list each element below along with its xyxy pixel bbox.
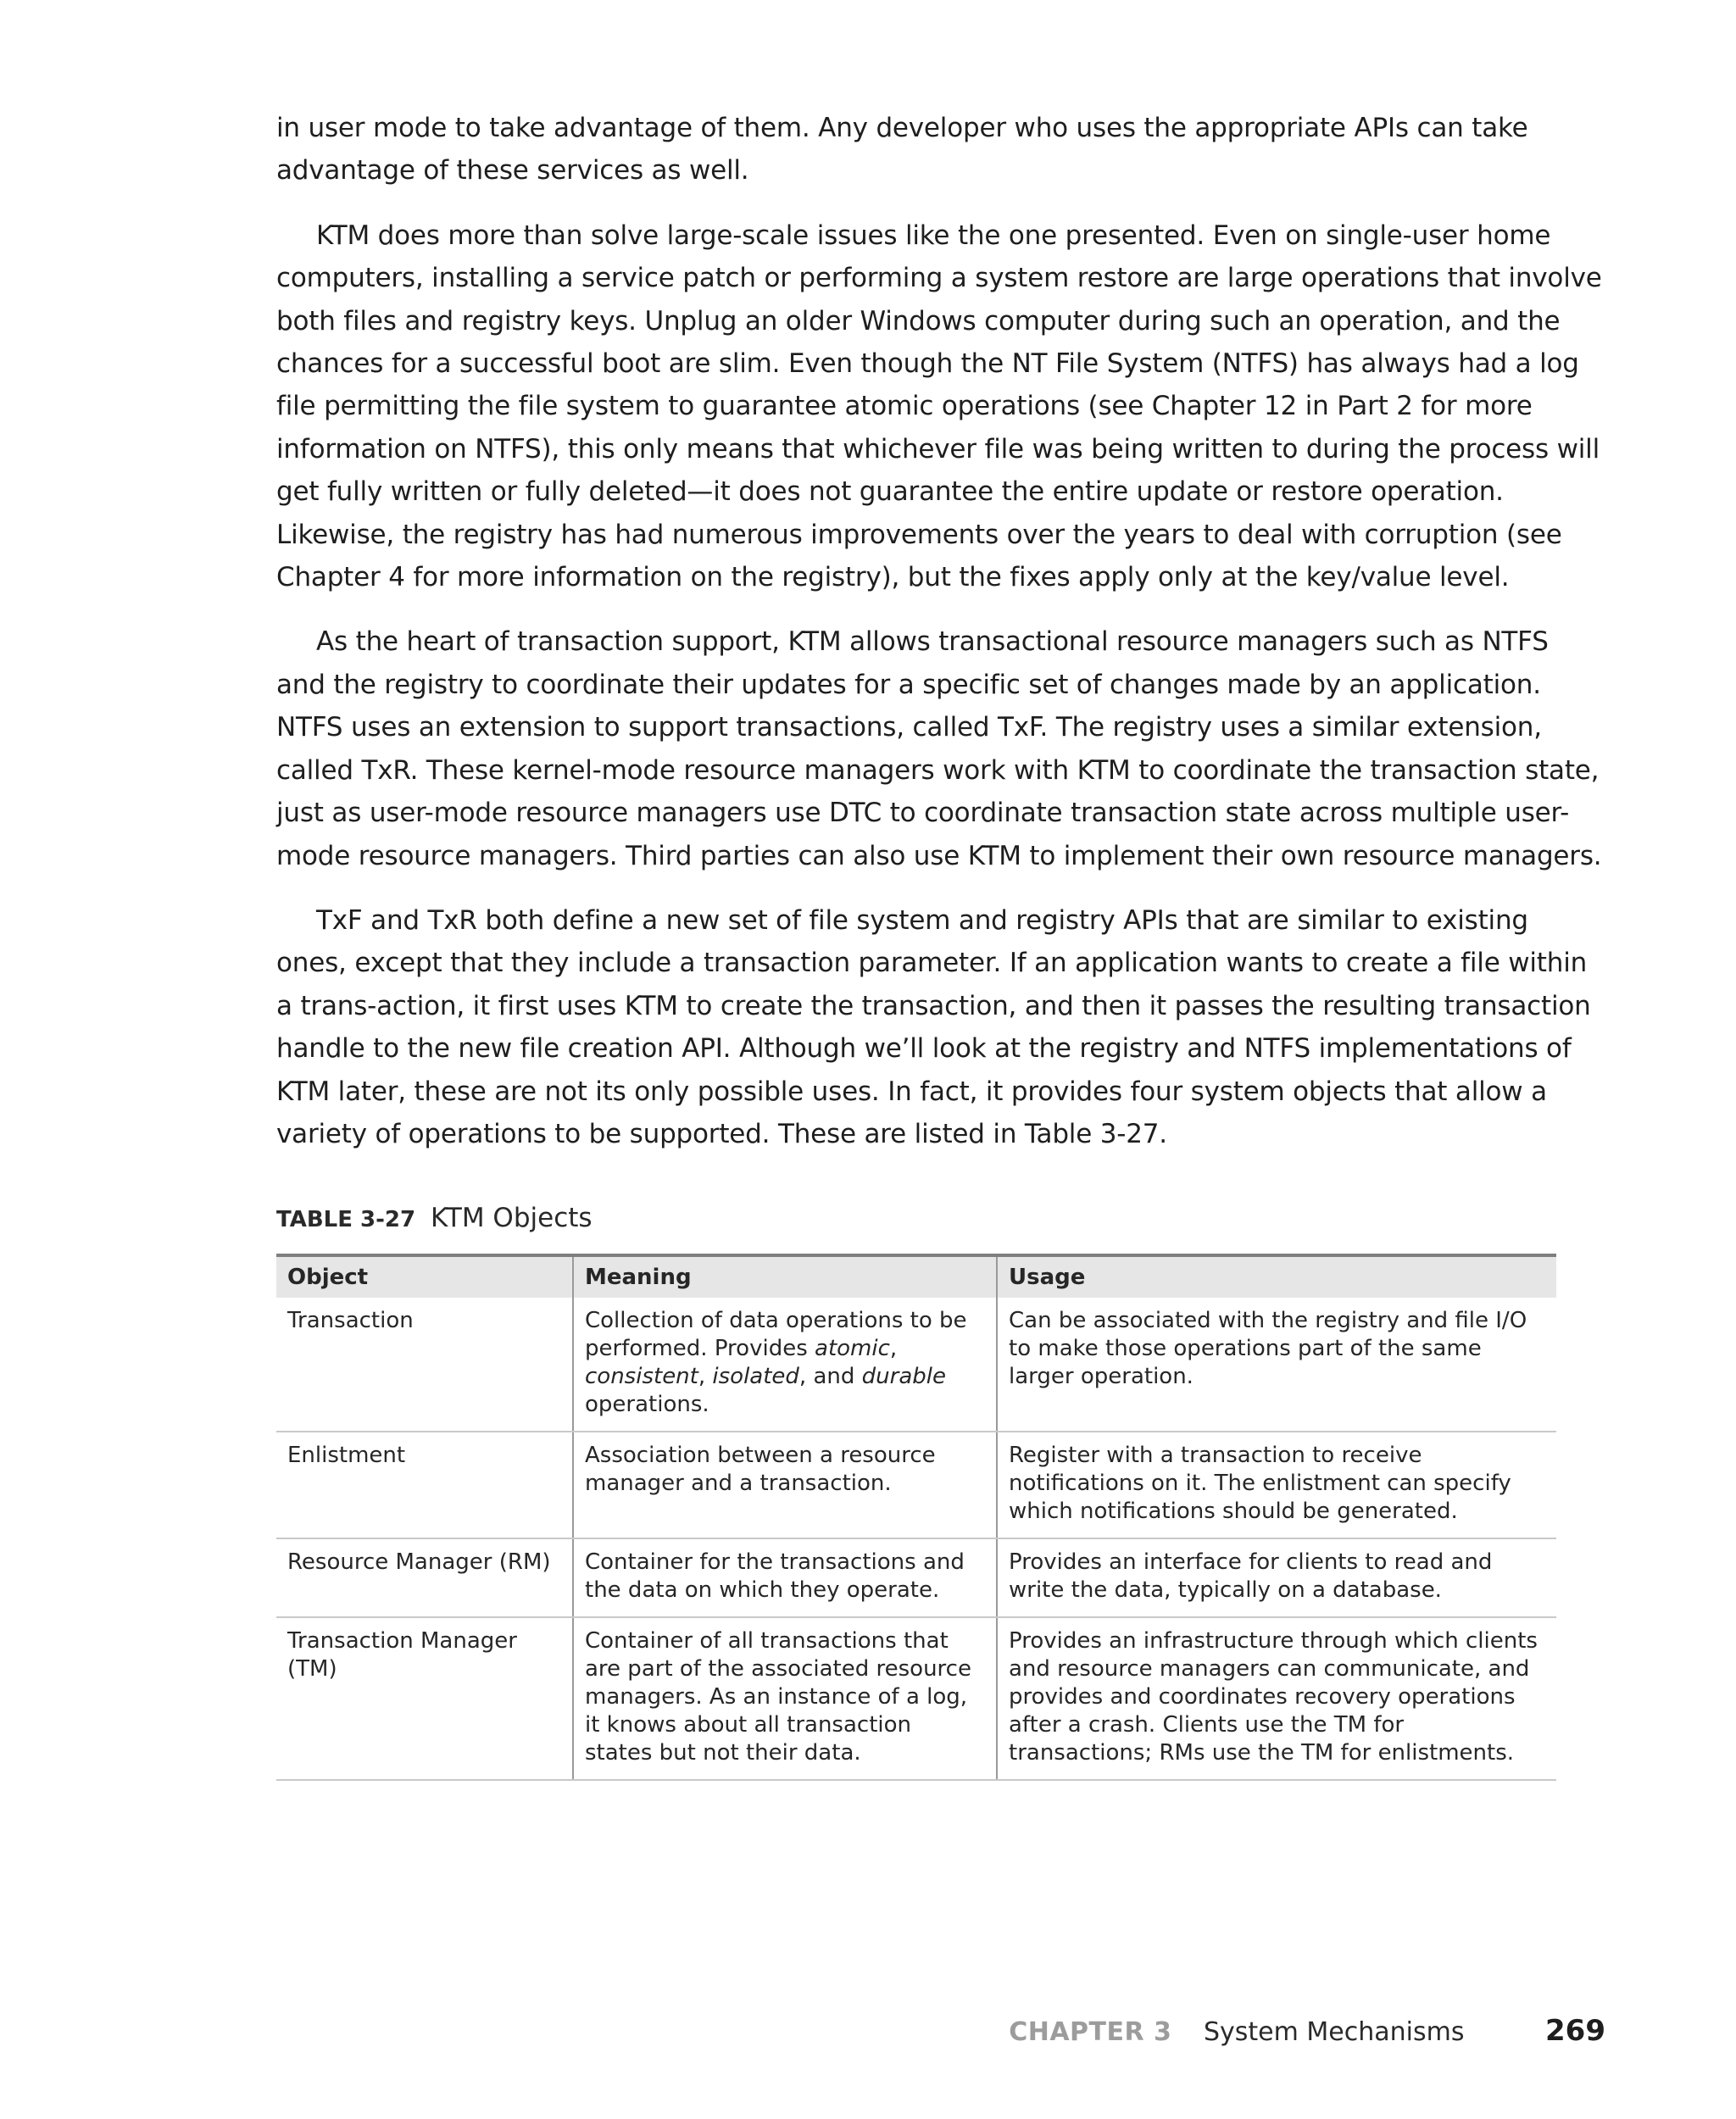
header-meaning: Meaning [573, 1255, 997, 1298]
cell-usage: Provides an infrastructure through which clients and resource managers can communicate, and provides and coordinates recovery operations after a crash. Clients use the TM for transactions; RMs use the TM for enlistments. [997, 1617, 1556, 1780]
chapter-label: CHAPTER 3 [1009, 2017, 1172, 2047]
table-row [276, 1617, 1556, 1780]
cell-usage: Register with a transaction to receive notifications on it. The enlistment can specify which notifications should be generated. [997, 1432, 1556, 1538]
table-row [276, 1298, 1556, 1432]
table-title: KTM Objects [430, 1203, 593, 1234]
cell-object: Enlistment [276, 1432, 573, 1538]
cell-meaning: Container of all transactions that are part of the associated resource managers. As an instance of a log, it knows about all transaction states but not their data. [573, 1617, 997, 1780]
header-object: Object [276, 1255, 573, 1298]
cell-meaning: Container for the transactions and the data on which they operate. [573, 1538, 997, 1617]
body-paragraph: As the heart of transaction support, KTM allows transactional resource managers such as NTFS and the registry to coordinate their updates for a specific set of changes made by an application. NTFS uses an extension to support transactions, called TxF. The registry uses a similar extension, called TxR. These kernel-mode resource managers work with KTM to coordinate the transaction state, just as user-mode resource managers use DTC to coordinate transaction state across multiple user-mode resource managers. Third parties can also use KTM to implement their own resource managers. [276, 626, 1602, 871]
table-label: TABLE 3-27 [276, 1207, 416, 1233]
table-row [276, 1538, 1556, 1617]
cell-usage: Provides an interface for clients to read and write the data, typically on a database. [997, 1538, 1556, 1617]
section-title: System Mechanisms [1203, 2017, 1465, 2047]
page-content [276, 107, 1605, 1781]
table-row [276, 1432, 1556, 1538]
ktm-objects-table [276, 1254, 1556, 1781]
body-paragraph: KTM does more than solve large-scale issues like the one presented. Even on single-user home computers, installing a service patch or performing a system restore are large operations that involve both files and registry keys. Unplug an older Windows computer during such an operation, and the chances for a successful boot are slim. Even though the NT File System (NTFS) has always had a log file permitting the file system to guarantee atomic operations (see Chapter 12 in Part 2 for more information on NTFS), this only means that whichever file was being written to during the process will get fully written or fully deleted—it does not guarantee the entire update or restore operation. Likewise, the registry has had numerous improvements over the years to deal with corruption (see Chapter 4 for more information on the registry), but the fixes apply only at the key/value level. [276, 220, 1602, 593]
header-usage: Usage [997, 1255, 1556, 1298]
page-footer [1009, 2014, 1605, 2049]
cell-object: Transaction Manager (TM) [276, 1617, 573, 1780]
page-number: 269 [1545, 2014, 1605, 2048]
cell-meaning: Association between a resource manager and a transaction. [573, 1432, 997, 1538]
cell-object: Transaction [276, 1298, 573, 1432]
body-paragraph: in user mode to take advantage of them. Any developer who uses the appropriate APIs can take advantage of these services as well. [276, 113, 1528, 186]
body-paragraph: TxF and TxR both define a new set of file system and registry APIs that are similar to existing ones, except that they include a transaction parameter. If an application wants to create a file within a trans-action, it first uses KTM to create the transaction, and then it passes the resulting transaction handle to the new file creation API. Although we’ll look at the registry and NTFS implementations of KTM later, these are not its only possible uses. In fact, it provides four system objects that allow a variety of operations to be supported. These are listed in Table 3-27. [276, 904, 1591, 1149]
cell-object: Resource Manager (RM) [276, 1538, 573, 1617]
table-caption [276, 1201, 1605, 1237]
cell-meaning: Collection of data operations to be performed. Provides atomic, consistent, isolated, and durable operations. [573, 1298, 997, 1432]
cell-usage: Can be associated with the registry and file I/O to make those operations part of the same larger operation. [997, 1298, 1556, 1432]
table-header-row [276, 1255, 1556, 1298]
